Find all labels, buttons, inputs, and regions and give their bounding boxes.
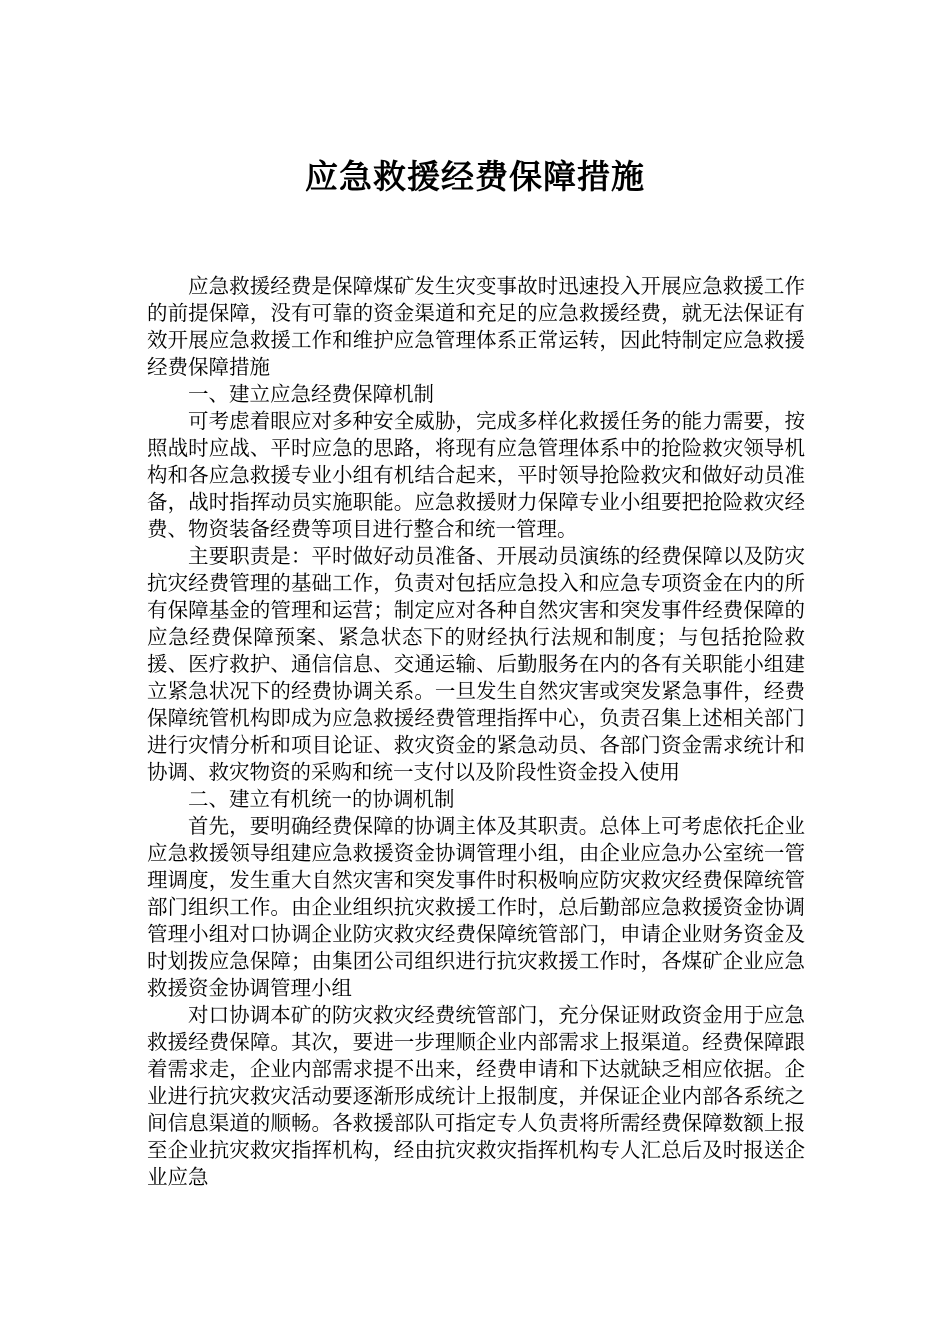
document-body <box>147 273 805 1191</box>
section-heading-2: 二、建立有机统一的协调机制 <box>188 787 455 811</box>
document-title: 应急救援经费保障措施 <box>305 157 645 196</box>
paragraph-duties: 主要职责是：平时做好动员准备、开展动员演练的经费保障以及防灾抗灾经费管理的基础工作，负责对包括应急投入和应急专项资金在内的所有保障基金的管理和运营；制定应对各种自然灾害和突发事件经费保障的应急经费保障预案、紧急状态下的财经执行法规和制度；与包括抢险救援、医疗救护、通信信息、交通运输、后勤服务在内的各有关职能小组建立紧急状况下的经费协调关系。一旦发生自然灾害或突发紧急事件，经费保障统管机构即成为应急救援经费管理指挥中心，负责召集上述相关部门进行灾情分析和项目论证、救灾资金的紧急动员、各部门资金需求统计和协调、救灾物资的采购和统一支付以及阶段性资金投入使用 <box>147 544 805 784</box>
paragraph-coordination: 对口协调本矿的防灾救灾经费统管部门，充分保证财政资金用于应急救援经费保障。其次，要进一步理顺企业内部需求上报渠道。经费保障跟着需求走，企业内部需求提不出来，经费申请和下达就缺乏相应依据。企业进行抗灾救灾活动要逐渐形成统计上报制度，并保证企业内部各系统之间信息渠道的顺畅。各救援部队可指定专人负责将所需经费保障数额上报至企业抗灾救灾指挥机构，经由抗灾救灾指挥机构专人汇总后及时报送企业应急 <box>147 1003 805 1189</box>
paragraph-intro: 应急救援经费是保障煤矿发生灾变事故时迅速投入开展应急救援工作的前提保障，没有可靠的资金渠道和充足的应急救援经费，就无法保证有效开展应急救援工作和维护应急管理体系正常运转，因此特制定应急救援经费保障措施 <box>147 274 805 379</box>
section-heading-1: 一、建立应急经费保障机制 <box>188 382 434 406</box>
paragraph-section-1: 可考虑着眼应对多种安全威胁，完成多样化救援任务的能力需要，按照战时应战、平时应急的思路，将现有应急管理体系中的抢险救灾领导机构和各应急救援专业小组有机结合起来，平时领导抢险救灾和做好动员准备，战时指挥动员实施职能。应急救援财力保障专业小组要把抢险救灾经费、物资装备经费等项目进行整合和统一管理。 <box>147 409 805 541</box>
paragraph-section-2: 首先，要明确经费保障的协调主体及其职责。总体上可考虑依托企业应急救援领导组建应急救援资金协调管理小组，由企业应急办公室统一管理调度，发生重大自然灾害和突发事件时积极响应防灾救灾经费保障统管部门组织工作。由企业组织抗灾救援工作时，总后勤部应急救援资金协调管理小组对口协调企业防灾救灾经费保障统管部门，申请企业财务资金及时划拨应急保障；由集团公司组织进行抗灾救援工作时，各煤矿企业应急救援资金协调管理小组 <box>147 814 805 1000</box>
